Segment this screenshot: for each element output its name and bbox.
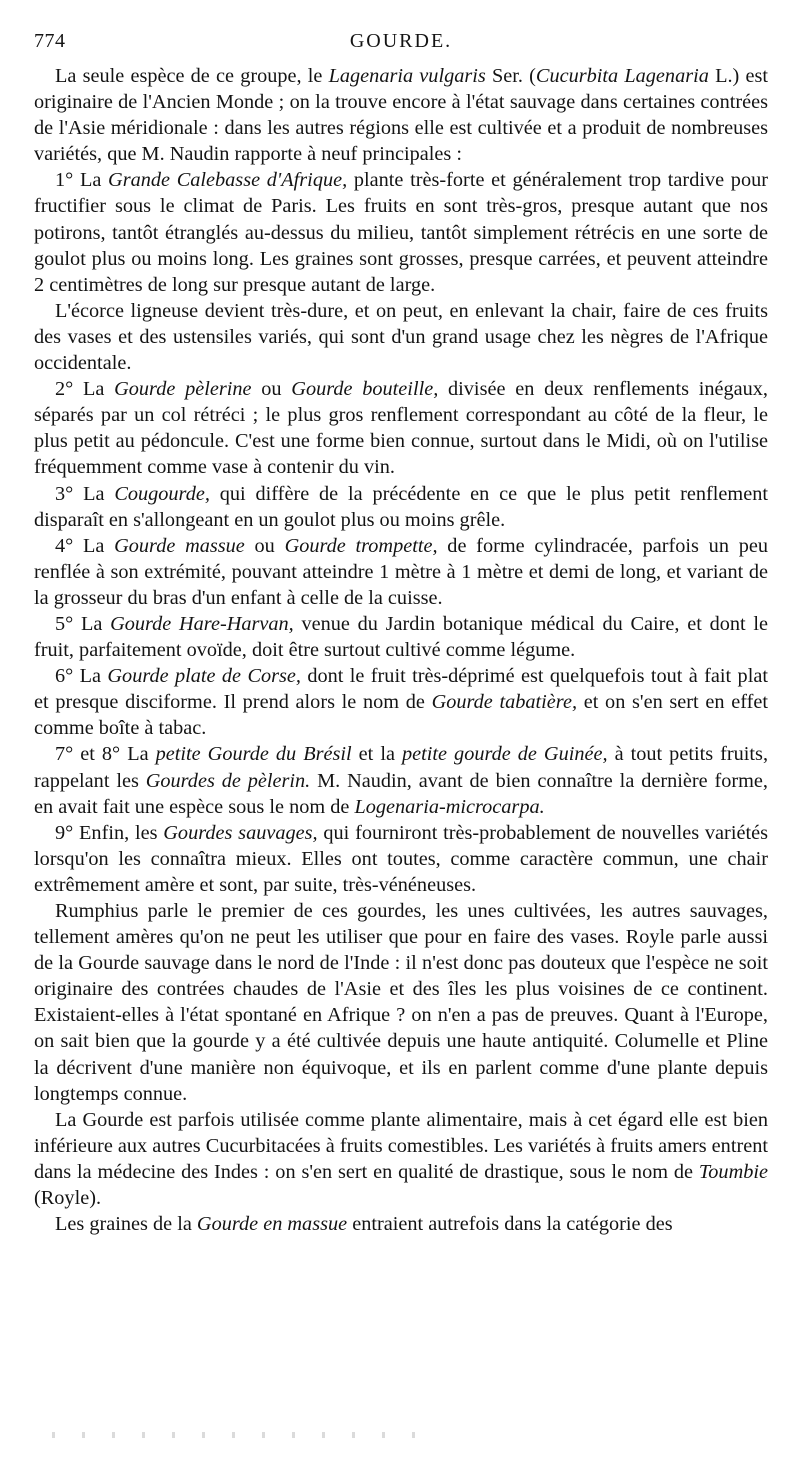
paragraph-intro [34,63,768,167]
text-run: divisée en deux renflements inégaux, séparés par un col rétréci ; le plus gros renflement correspondant au côté de la fleur, le plus petit au pédoncule. C'est une forme bien connue, surtout dans le Midi, où on l'utilise fréquemment comme vase à contenir du vin. [34,378,768,479]
paragraph-variety-9 [34,820,768,898]
italic-term: Gourde en massue [196,1213,348,1236]
text-run: qui diffère de la précédente en ce que le plus petit renflement disparaît en s'allongeant en un goulot plus ou moins grêle. [34,482,768,531]
text-run: ou [251,378,292,401]
italic-term: petite Gourde du Brésil [155,743,352,766]
paragraph-variety-1 [34,167,768,297]
paragraph-seeds [34,1211,768,1237]
paragraph-variety-3 [34,481,768,533]
text-run: venue du Jardin botanique médical du Caire, et dont le fruit, parfaitement ovoïde, doit être surtout cultivé comme légume. [34,612,768,662]
text-run: 4° La [55,534,115,557]
text-run: L.) est originaire de l'Ancien Monde ; on la trouve encore à l'état sauvage dans certaines contrées de l'Asie méridionale : dans les autres régions elle est cultivée et a produit de nombreuses variétés, que M. Naudin rapporte à neuf principales : [34,65,769,166]
italic-term: Grande Calebasse d'Afrique, [108,169,348,192]
text-run: plante très-forte et généralement trop tardive pour fructifier sous le climat de Paris. Les fruits en sont très-gros, presque autant que nos potirons, tantôt étranglés au-dessus du milieu, tantôt simplement rétrécis en une sorte de goulot plus ou moins long. Les graines sont grosses, presque carrées, et peuvent atteindre 2 centimètres de long sur presque autant de large. [34,169,768,296]
text-run: entraient autrefois dans la catégorie des [347,1213,673,1236]
text-run: La Gourde est parfois utilisée comme plante alimentaire, mais à cet égard elle est bien inférieure aux autres Cucurbitacées à fruits comestibles. Les variétés à fruits amers entrent dans la médecine des Indes : on s'en sert en qualité de drastique, sous le nom de [34,1108,768,1183]
text-run: (Royle). [34,1187,102,1210]
italic-term: Cougourde, [114,482,210,505]
italic-term: Gourde tabatière, [431,691,578,714]
page-header [34,30,768,60]
text-run: M. Naudin, avant de bien connaître la dernière forme, en avait fait une espèce sous le nom de [34,769,768,818]
text-run: qui fourniront très-probablement de nouvelles variétés lorsqu'on les connaîtra mieux. Elles ont toutes, comme caractère commun, une chair extrêmement amère et sont, par suite, très-vénéneuses. [34,821,768,896]
text-run: La seule espèce de ce groupe, le [55,65,329,87]
italic-term: Toumbie [698,1160,768,1183]
text-run: 2° La [55,378,115,401]
italic-term: Gourde trompette, [284,534,438,557]
text-run: dont le fruit très-déprimé est quelquefois tout à fait plat et presque disciforme. Il prend alors le nom de [34,665,768,714]
text-run: 3° La [55,482,115,505]
italic-term: petite gourde de Guinée, [401,743,608,766]
italic-term: Gourdes de pèlerin. [145,769,311,792]
page-number: 774 [34,30,66,52]
text-run: 6° La [55,665,108,688]
text-run: 1° La [55,169,109,192]
text-run: et la [351,743,402,766]
paragraph-origin [34,898,768,1107]
paragraph-variety-6 [34,663,768,741]
text-run: L'écorce ligneuse devient très-dure, et on peut, en enlevant la chair, faire de ces fruits des vases et des ustensiles variés, qui sont d'un grand usage chez les nègres de l'Afrique occidentale. [34,299,768,375]
text-run: 7° et 8° La [55,743,156,766]
text-run: à tout petits fruits, rappelant les [34,743,769,792]
text-run: et on s'en sert en effet comme boîte à tabac. [34,691,769,740]
paragraph-variety-1-usage [34,298,768,376]
paragraph-variety-5 [34,611,768,663]
paragraph-variety-7-8 [34,741,768,819]
text-run: de forme cylindracée, parfois un peu renflée à son extrémité, pouvant atteindre 1 mètre à 1 mètre et demi de long, et variant de la grosseur du bras d'un enfant à celle de la cuisse. [34,534,768,609]
italic-term: Gourde pèlerine [114,378,252,401]
italic-term: Gourde plate de Corse, [107,665,301,688]
italic-term: Gourde Hare-Harvan, [110,612,294,635]
text-run: Rumphius parle le premier de ces gourdes, les unes cultivées, les autres sauvages, tellement amères qu'on ne peut les utiliser que pour en faire des vases. Royle parle aussi de la Gourde sauvage dans le nord de l'Inde : il n'est donc pas douteux que l'espèce ne soit originaire des contrées chaudes de l'Asie et des îles les plus voisines de ce continent. Existaient-elles à l'état spontané en Afrique ? on n'en a pas de preuves. Quant à l'Europe, on sait bien que la gourde y a été cultivée depuis une haute antiquité. Columelle et Pline la décrivent d'une manière non équivoque, et ils en parlent comme d'une plante depuis longtemps connue. [34,900,768,1105]
running-title: GOURDE. [349,30,453,52]
print-smudge [52,1432,432,1438]
italic-term: Gourde bouteille, [291,378,439,401]
text-run: Ser. ( [485,65,536,87]
italic-term: Cucurbita Lagenaria [535,65,709,87]
italic-term: Gourde massue [114,534,245,557]
paragraph-food-use [34,1107,768,1211]
text-run: 5° La [55,612,111,635]
page-body-text [34,63,768,1237]
text-run: ou [244,534,285,557]
text-run: Les graines de la [55,1213,197,1236]
italic-term: Lagenaria vulgaris [328,65,486,87]
paragraph-variety-4 [34,533,768,611]
paragraph-variety-2 [34,376,768,480]
italic-term: Gourdes sauvages, [163,821,318,844]
italic-term: Logenaria-microcarpa. [354,795,545,818]
text-run: 9° Enfin, les [55,821,164,844]
